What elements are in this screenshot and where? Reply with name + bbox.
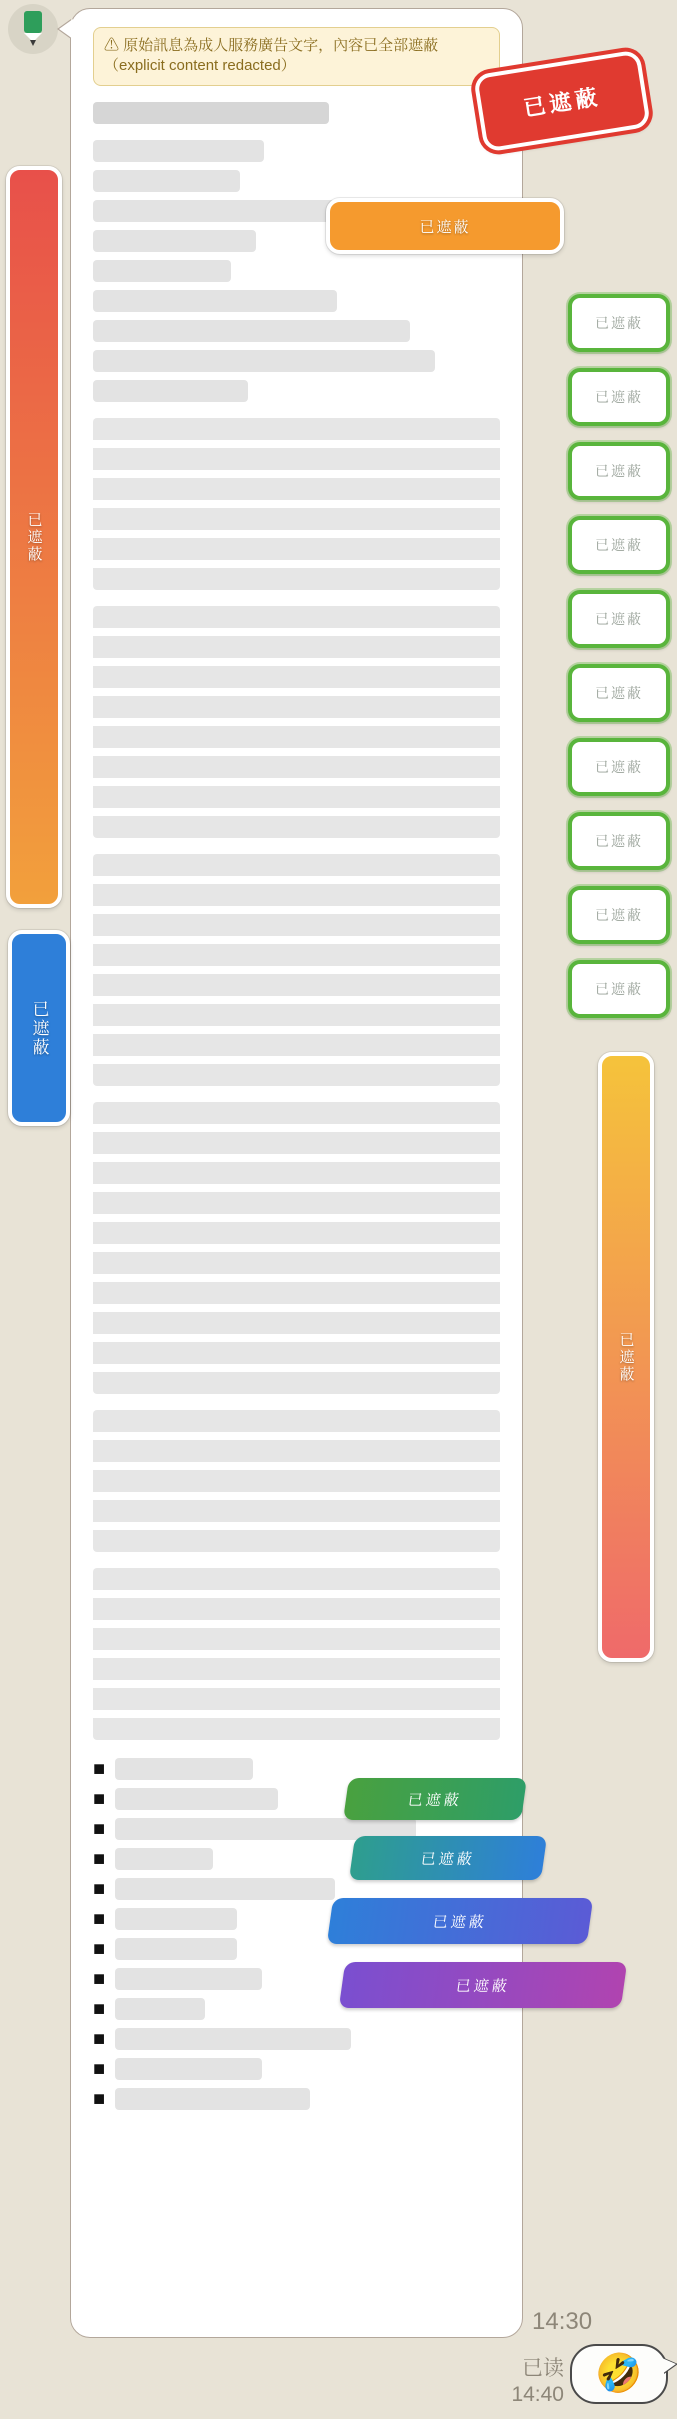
redacted-line	[115, 1758, 253, 1780]
redacted-slogan-line	[343, 1778, 527, 1820]
redacted-tag-pill	[568, 516, 670, 574]
redacted-overlay-text: 已遮蔽	[595, 315, 643, 331]
redacted-slogan-line	[339, 1962, 627, 2008]
bullet-marker: ■	[93, 1907, 106, 1930]
redacted-paragraph	[93, 606, 500, 838]
sender-avatar[interactable]	[8, 4, 58, 54]
bullet-marker: ■	[93, 1937, 106, 1960]
sticker-tail	[662, 2358, 676, 2374]
redacted-line	[93, 260, 231, 282]
redacted-line	[115, 2058, 262, 2080]
laughing-emoji-icon: 🤣	[595, 2353, 643, 2395]
redacted-tag-pill	[568, 590, 670, 648]
redacted-line	[115, 1998, 205, 2020]
redacted-overlay-text: 已遮蔽	[595, 907, 643, 923]
bubble-tail	[59, 19, 73, 39]
redacted-overlay-text: 已遮蔽	[595, 611, 643, 627]
redacted-tag-pill	[568, 294, 670, 352]
redacted-name-overlay	[326, 198, 564, 254]
bullet-marker: ■	[93, 2087, 106, 2110]
bullet-marker: ■	[93, 1787, 106, 1810]
redacted-line	[93, 350, 435, 372]
redacted-overlay-text: 已遮蔽	[595, 833, 643, 849]
redacted-line	[93, 170, 240, 192]
redacted-tag-pill	[568, 960, 670, 1018]
bullet-marker: ■	[93, 1997, 106, 2020]
redacted-slogan-line	[327, 1898, 593, 1944]
redacted-overlay-text: 已遮蔽	[595, 685, 643, 701]
redacted-profile-fields	[93, 140, 500, 402]
redacted-overlay-text: 已遮蔽	[521, 83, 603, 121]
reply-sticker[interactable]	[570, 2344, 668, 2404]
redacted-tag-pill	[568, 886, 670, 944]
message-timestamp: 14:30	[532, 2308, 593, 2335]
redacted-overlay-text: 已遮蔽	[595, 463, 643, 479]
redacted-line	[93, 290, 337, 312]
redacted-overlay-text: 已遮蔽	[595, 759, 643, 775]
read-time-label: 14:40	[511, 2383, 564, 2407]
bullet-marker: ■	[93, 2057, 106, 2080]
redacted-overlay-text: 已遮蔽	[419, 218, 471, 236]
pencil-avatar-icon	[18, 11, 48, 47]
redacted-line	[115, 2088, 310, 2110]
redacted-line	[93, 230, 256, 252]
redaction-banner: ⚠ 原始訊息為成人服務廣告文字，內容已全部遮蔽（explicit content redacted）	[93, 27, 500, 86]
bullet-row	[93, 1758, 500, 1780]
bullet-marker: ■	[93, 1817, 106, 1840]
redacted-tag-pill	[568, 738, 670, 796]
bullet-marker: ■	[93, 2027, 106, 2050]
bullet-marker: ■	[93, 1847, 106, 1870]
redacted-vertical-caption-left-2	[8, 930, 70, 1126]
redacted-line	[93, 320, 410, 342]
bullet-row	[93, 2028, 500, 2050]
bullet-marker: ■	[93, 1757, 106, 1780]
redacted-line	[115, 1878, 335, 1900]
redacted-overlay-text: 已遮蔽	[595, 389, 643, 405]
bullet-marker: ■	[93, 1967, 106, 1990]
redacted-overlay-text: 已遮蔽	[419, 1850, 477, 1868]
redacted-overlay-text: 已遮蔽	[431, 1913, 489, 1931]
redacted-overlay-text: 已遮蔽	[617, 1331, 635, 1383]
redacted-tag-pill	[568, 664, 670, 722]
redacted-overlay-text: 已遮蔽	[406, 1791, 464, 1809]
redacted-overlay-text: 已遮蔽	[454, 1977, 512, 1995]
redacted-tag-pill	[568, 442, 670, 500]
redacted-overlay-text: 已遮蔽	[29, 999, 49, 1057]
redacted-overlay-text: 已遮蔽	[25, 511, 43, 563]
redacted-line	[115, 1848, 213, 1870]
redacted-paragraph	[93, 1568, 500, 1740]
redacted-slogan-line	[349, 1836, 547, 1880]
redacted-paragraph	[93, 1410, 500, 1552]
redacted-line	[115, 2028, 351, 2050]
read-receipt	[488, 2356, 564, 2409]
redacted-line	[115, 1788, 278, 1810]
redacted-line	[115, 1938, 237, 1960]
redacted-tag-pill	[568, 368, 670, 426]
bullet-row	[93, 1878, 500, 1900]
redacted-tag-pill	[568, 812, 670, 870]
redacted-paragraph	[93, 854, 500, 1086]
redacted-paragraph	[93, 418, 500, 590]
redacted-line	[115, 1908, 237, 1930]
redacted-vertical-caption-left	[6, 166, 62, 908]
redacted-paragraph	[93, 1102, 500, 1394]
read-status-label: 已读	[522, 2357, 564, 2380]
bullet-row	[93, 2088, 500, 2110]
redacted-overlay-text: 已遮蔽	[595, 981, 643, 997]
bullet-marker: ■	[93, 1877, 106, 1900]
redacted-line	[93, 380, 248, 402]
redacted-line	[93, 140, 264, 162]
redacted-title-line	[93, 102, 329, 124]
redacted-vertical-caption-right	[598, 1052, 654, 1662]
redacted-line	[115, 1968, 262, 1990]
bullet-row	[93, 2058, 500, 2080]
redacted-overlay-text: 已遮蔽	[595, 537, 643, 553]
